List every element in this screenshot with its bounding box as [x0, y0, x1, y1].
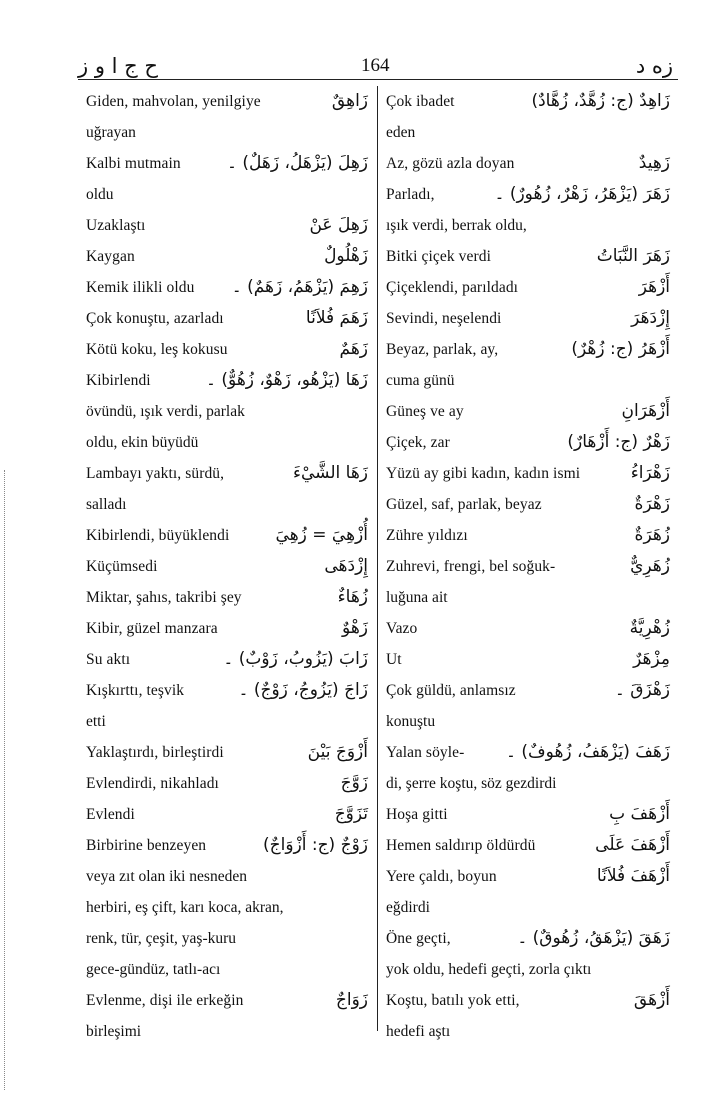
entry-arabic-headword: زَابَ (يَزُوبُ، زَوْبٌ) ۔ [223, 649, 368, 669]
entry-arabic-headword: زَهَا (يَزْهُو، زَهْوٌ، زُهُوٌّ) ۔ [206, 370, 368, 390]
dictionary-entry [386, 148, 670, 179]
entry-meaning: Kötü koku, leş kokusu [86, 341, 228, 358]
entry-meaning: Yalan söyle- [386, 744, 465, 761]
entry-arabic-headword: إِزْدَهَرَ [631, 308, 670, 328]
entry-arabic-headword: أَزْهَرُ (ج: زُهْرٌ) [571, 339, 670, 359]
dictionary-entry [386, 489, 670, 520]
entry-continuation: konuştu [386, 713, 436, 730]
entry-arabic-headword: زَوَّجَ [340, 773, 368, 793]
dictionary-entry [86, 985, 368, 1047]
dictionary-entry [386, 737, 670, 799]
dictionary-entry [86, 303, 368, 334]
dictionary-entry [386, 923, 670, 985]
entry-continuation: uğrayan [86, 124, 136, 141]
dictionary-entry [386, 520, 670, 551]
entry-meaning: Zühre yıldızı [386, 527, 468, 544]
entry-continuation: veya zıt olan iki nesneden [86, 868, 247, 885]
right-column [386, 86, 670, 1047]
dictionary-entry [386, 272, 670, 303]
entry-arabic-headword: إِزْدَهَى [324, 556, 368, 576]
scan-edge-marks [4, 470, 5, 1090]
entry-continuation: övündü, ışık verdi, parlak [86, 403, 245, 420]
entry-continuation: di, şerre koştu, söz gezdirdi [386, 775, 557, 792]
entry-arabic-headword: أَزْهَفَ بِ [609, 804, 670, 824]
entry-meaning: Çiçeklendi, parıldadı [386, 279, 519, 296]
entry-arabic-headword: تَزَوَّجَ [334, 804, 368, 824]
entry-meaning: Sevindi, neşelendi [386, 310, 502, 327]
dictionary-entry [386, 985, 670, 1047]
header-rule [78, 79, 678, 80]
entry-arabic-headword: أَزْهَرَ [638, 277, 670, 297]
dictionary-entry [386, 334, 670, 396]
entry-meaning: Hemen saldırıp öldürdü [386, 837, 536, 854]
dictionary-entry [386, 303, 670, 334]
entry-arabic-headword: زُهَرَةٌ [634, 525, 670, 545]
page-number: 164 [361, 55, 390, 76]
entry-arabic-headword: زُهَرِيٌّ [630, 556, 670, 576]
dictionary-entry [386, 427, 670, 458]
entry-arabic-headword: زَهِلَ (يَزْهَلُ، زَهَلٌ) ۔ [227, 153, 368, 173]
entry-meaning: Çok güldü, anlamsız [386, 682, 516, 699]
header-left-letters: ح ج ا و ز [78, 54, 158, 78]
dictionary-entry [86, 86, 368, 148]
entry-arabic-headword: زَهَفَ (يَزْهَفُ، زُهُوفٌ) ۔ [506, 742, 670, 762]
entry-arabic-headword: زَوْجٌ (ج: أَزْوَاجٌ) [262, 835, 368, 855]
entry-meaning: Kemik ilikli oldu [86, 279, 195, 296]
dictionary-entry [386, 830, 670, 861]
dictionary-entry [86, 799, 368, 830]
entry-meaning: Giden, mahvolan, yenilgiye [86, 93, 261, 110]
dictionary-entry [86, 334, 368, 365]
entry-continuation: oldu, ekin büyüdü [86, 434, 199, 451]
entry-meaning: Az, gözü azla doyan [386, 155, 515, 172]
entry-meaning: Yaklaştırdı, birleştirdi [86, 744, 224, 761]
dictionary-entry [86, 148, 368, 210]
entry-continuation: eğdirdi [386, 899, 430, 916]
dictionary-entry [86, 551, 368, 582]
dictionary-entry [86, 737, 368, 768]
entry-meaning: Evlendirdi, nikahladı [86, 775, 219, 792]
entry-meaning: Hoşa gitti [386, 806, 448, 823]
dictionary-entry [386, 861, 670, 923]
page-header [78, 52, 673, 82]
entry-arabic-headword: زُهَاءٌ [337, 587, 368, 607]
entry-arabic-headword: أَزْهَفَ عَلَى [595, 835, 670, 855]
entry-meaning: Ut [386, 651, 402, 668]
entry-arabic-headword: زَوَاجٌ [335, 990, 368, 1010]
entry-continuation: yok oldu, hedefi geçti, zorla çıktı [386, 961, 592, 978]
entry-meaning: Bitki çiçek verdi [386, 248, 492, 265]
entry-continuation: hedefi aştı [386, 1023, 451, 1040]
entry-meaning: Çok konuştu, azarladı [86, 310, 224, 327]
entry-meaning: Kibirlendi [86, 372, 151, 389]
dictionary-entry [86, 241, 368, 272]
entry-arabic-headword: مِزْهَرٌ [633, 649, 670, 669]
entry-meaning: Kibirlendi, büyüklendi [86, 527, 230, 544]
entry-arabic-headword: زَاهِقٌ [331, 91, 368, 111]
dictionary-entry [386, 644, 670, 675]
entry-meaning: Çok ibadet [386, 93, 455, 110]
entry-arabic-headword: زَهِلَ عَنْ [309, 215, 368, 235]
entry-arabic-headword: أَزْهَفَ فُلاَنًا [596, 866, 670, 886]
dictionary-entry [386, 396, 670, 427]
dictionary-entry [86, 582, 368, 613]
entry-meaning: Kibir, güzel manzara [86, 620, 218, 637]
entry-arabic-headword: أَزْوَجَ بَيْنَ [307, 742, 368, 762]
dictionary-entry [86, 365, 368, 458]
entry-meaning: Uzaklaştı [86, 217, 146, 234]
entry-meaning: Miktar, şahıs, takribi şey [86, 589, 242, 606]
dictionary-entry [386, 613, 670, 644]
entry-meaning: Birbirine benzeyen [86, 837, 207, 854]
entry-arabic-headword: زَهْرَاءُ [630, 463, 670, 483]
entry-continuation: ışık verdi, berrak oldu, [386, 217, 527, 234]
dictionary-entry [86, 458, 368, 520]
entry-arabic-headword: زَهَقَ (يَزْهَقُ، زُهُوقٌ) ۔ [517, 928, 670, 948]
entry-arabic-headword: زَهْرَةٌ [634, 494, 670, 514]
entry-continuation: herbiri, eş çift, karı koca, akran, [86, 899, 284, 916]
entry-arabic-headword: أَزْهَرَانِ [621, 401, 670, 421]
entry-meaning: Lambayı yaktı, sürdü, [86, 465, 225, 482]
dictionary-entry [86, 520, 368, 551]
entry-arabic-headword: زُهْرِيَّةٌ [629, 618, 670, 638]
entry-continuation: gece-gündüz, tatlı-acı [86, 961, 221, 978]
entry-arabic-headword: أُزْهِيَ = زُهِيَ [275, 525, 368, 545]
left-column [86, 86, 368, 1047]
entry-continuation: renk, tür, çeşit, yaş-kuru [86, 930, 237, 947]
entry-meaning: Vazo [386, 620, 418, 637]
entry-meaning: Kışkırttı, teşvik [86, 682, 185, 699]
entry-arabic-headword: زَاهِدٌ (ج: زُهَّدٌ، زُهَّادٌ) [531, 91, 670, 111]
entry-continuation: salladı [86, 496, 127, 513]
entry-continuation: eden [386, 124, 416, 141]
dictionary-entry [86, 675, 368, 737]
dictionary-entry [386, 179, 670, 241]
dictionary-entry [86, 613, 368, 644]
entry-meaning: Evlenme, dişi ile erkeğin [86, 992, 244, 1009]
entry-arabic-headword: زَهَمٌ [339, 339, 368, 359]
entry-continuation: luğuna ait [386, 589, 448, 606]
entry-meaning: Öne geçti, [386, 930, 451, 947]
dictionary-entry [86, 272, 368, 303]
dictionary-entry [86, 768, 368, 799]
entry-meaning: Yüzü ay gibi kadın, kadın ismi [386, 465, 581, 482]
entry-meaning: Güneş ve ay [386, 403, 464, 420]
dictionary-entry [386, 458, 670, 489]
entry-arabic-headword: زَهْلُولٌ [324, 246, 368, 266]
entry-arabic-headword: زَهْوٌ [342, 618, 368, 638]
entry-arabic-headword: زَهَرَ (يَزْهَرُ، زَهْرٌ، زُهُورٌ) ۔ [494, 184, 670, 204]
entry-meaning: Küçümsedi [86, 558, 158, 575]
entry-meaning: Çiçek, zar [386, 434, 450, 451]
dictionary-entry [386, 675, 670, 737]
entry-arabic-headword: أَزْهَقَ [633, 990, 670, 1010]
entry-arabic-headword: زَهَرَ النَّبَاتُ [596, 246, 670, 266]
entry-arabic-headword: زَهْرٌ (ج: أَزْهَارٌ) [567, 432, 670, 452]
header-right-letters: زه د [635, 54, 673, 78]
entry-meaning: Kaygan [86, 248, 135, 265]
entry-continuation: oldu [86, 186, 114, 203]
entry-meaning: Koştu, batılı yok etti, [386, 992, 520, 1009]
entry-continuation: cuma günü [386, 372, 455, 389]
dictionary-entry [386, 551, 670, 613]
entry-meaning: Kalbi mutmain [86, 155, 181, 172]
entry-continuation: etti [86, 713, 106, 730]
entry-arabic-headword: زَهَمَ فُلاَنًا [305, 308, 368, 328]
entry-meaning: Zuhrevi, frengi, bel soğuk- [386, 558, 556, 575]
dictionary-entry [86, 830, 368, 985]
dictionary-entry [86, 210, 368, 241]
dictionary-entry [86, 644, 368, 675]
entry-arabic-headword: زَاجَ (يَزُوجُ، زَوْجٌ) ۔ [238, 680, 368, 700]
entry-arabic-headword: زَهْزَقَ ۔ [614, 680, 670, 700]
entry-arabic-headword: زَهَا الشَّيْءَ [293, 463, 368, 483]
entry-meaning: Beyaz, parlak, ay, [386, 341, 499, 358]
column-divider [377, 86, 378, 1031]
entry-meaning: Evlendi [86, 806, 135, 823]
dictionary-entry [386, 86, 670, 148]
dictionary-entry [386, 241, 670, 272]
entry-meaning: Güzel, saf, parlak, beyaz [386, 496, 542, 513]
entry-arabic-headword: زَهِمَ (يَزْهَمُ، زَهَمٌ) ۔ [231, 277, 368, 297]
entry-continuation: birleşimi [86, 1023, 142, 1040]
entry-meaning: Yere çaldı, boyun [386, 868, 497, 885]
entry-arabic-headword: زَهِيدٌ [638, 153, 670, 173]
dictionary-entry [386, 799, 670, 830]
entry-meaning: Parladı, [386, 186, 435, 203]
entry-meaning: Su aktı [86, 651, 131, 668]
